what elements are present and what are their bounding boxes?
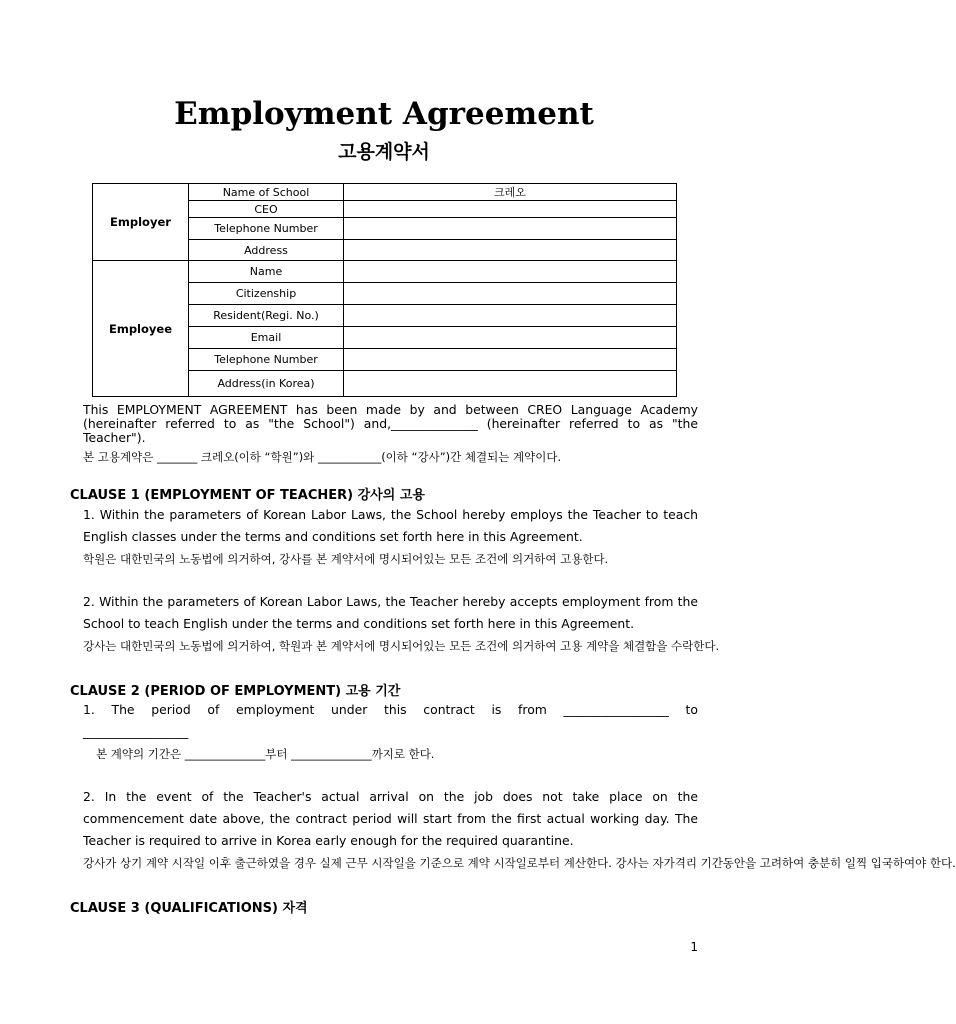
document-subtitle: 고용계약서 xyxy=(338,141,430,163)
row-label: Resident(Regi. No.) xyxy=(189,305,344,327)
row-value xyxy=(344,349,677,371)
row-value xyxy=(344,261,677,283)
clause-2-p2-ko: 강사가 상기 계약 시작일 이후 출근하였을 경우 실제 근무 시작일을 기준으로 계약 시작일로부터 계산한다. 강사는 자가격리 기간동안을 고려하여 충분히 일찍 입국하여야 한다. xyxy=(83,856,956,870)
row-value xyxy=(344,240,677,261)
clause-1-p1-en: 1. Within the parameters of Korean Labor Laws, the School hereby employs the Teacher to teach English classes under the terms and conditions set forth here in this Agreement. xyxy=(83,507,698,544)
employer-label: Employer xyxy=(93,184,189,261)
row-value xyxy=(344,283,677,305)
row-value xyxy=(344,305,677,327)
row-value xyxy=(344,371,677,397)
clause-1-p2-ko: 강사는 대한민국의 노동법에 의거하여, 학원과 본 계약서에 명시되어있는 모든 조건에 의거하여 고용 계약을 체결함을 수락한다. xyxy=(83,639,720,653)
document-title: Employment Agreement xyxy=(174,96,594,132)
clause-2-p2-en: 2. In the event of the Teacher's actual arrival on the job does not take place on the commencement date above, the contract period will start from the first actual working day. The Teacher is required to arrive in Korea early enough for the required quarantine. xyxy=(83,789,698,848)
row-label: Telephone Number xyxy=(189,349,344,371)
row-label: Email xyxy=(189,327,344,349)
row-value: 크레오 xyxy=(344,184,677,201)
intro-paragraph-ko: 본 고용계약은 _______ 크레오(이하 “학원”)와 ___________(이하 “강사”)간 체결되는 계약이다. xyxy=(83,450,562,464)
employee-label: Employee xyxy=(93,261,189,397)
table-row xyxy=(93,261,677,283)
row-label: Address(in Korea) xyxy=(189,371,344,397)
party-info-table xyxy=(92,183,677,397)
row-label: Name of School xyxy=(189,184,344,201)
row-label: CEO xyxy=(189,201,344,218)
row-label: Telephone Number xyxy=(189,218,344,240)
row-label: Name xyxy=(189,261,344,283)
clause-3-heading: CLAUSE 3 (QUALIFICATIONS) 자격 xyxy=(70,901,308,916)
clause-2-p1-en: 1. The period of employment under this contract is from _________________ to _________________ xyxy=(83,702,698,739)
intro-paragraph-en: This EMPLOYMENT AGREEMENT has been made by and between CREO Language Academy (hereinafter referred to as "the School") and,______________ (hereinafter referred to as "the Teacher"). xyxy=(83,402,698,445)
row-value xyxy=(344,218,677,240)
table-row xyxy=(93,184,677,201)
row-label: Citizenship xyxy=(189,283,344,305)
clause-2-heading: CLAUSE 2 (PERIOD OF EMPLOYMENT) 고용 기간 xyxy=(70,684,401,699)
clause-2-p1-ko: 본 계약의 기간은 ______________부터 ______________까지로 한다. xyxy=(96,747,435,761)
row-value xyxy=(344,201,677,218)
clause-1-heading: CLAUSE 1 (EMPLOYMENT OF TEACHER) 강사의 고용 xyxy=(70,488,425,503)
row-label: Address xyxy=(189,240,344,261)
row-value xyxy=(344,327,677,349)
page-number: 1 xyxy=(690,940,698,954)
clause-1-p2-en: 2. Within the parameters of Korean Labor Laws, the Teacher hereby accepts employment from the School to teach English under the terms and conditions set forth here in this Agreement. xyxy=(83,594,698,631)
clause-1-p1-ko: 학원은 대한민국의 노동법에 의거하여, 강사를 본 계약서에 명시되어있는 모든 조건에 의거하여 고용한다. xyxy=(83,552,609,566)
